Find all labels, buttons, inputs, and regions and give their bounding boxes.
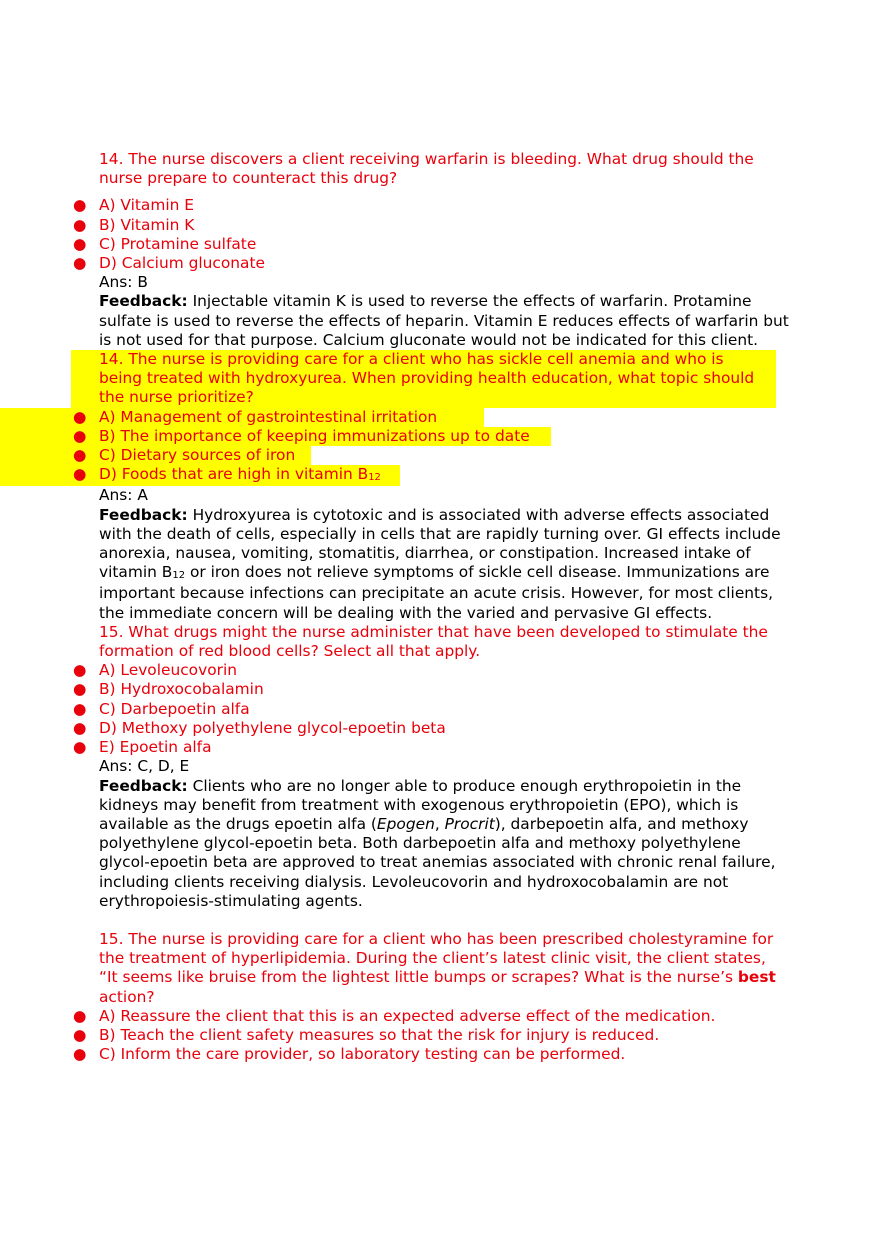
answer-option: ● A) Reassure the client that this is an expected adverse effect of the medication. [73,1006,716,1025]
answer-key: Ans: B [99,273,148,292]
answer-option: ● E) Epoetin alfa [73,738,212,757]
feedback: Feedback: Injectable vitamin K is used to reverse the effects of warfarin. Protamine sulfate is used to reverse the effects of heparin. Vitamin E reduces effects of warfarin but is not used for that purpose. Calcium gluconate would not be indicated for this client. [99,292,789,349]
bullet-icon: ● [73,1006,87,1025]
feedback-label: Feedback: [99,776,188,795]
bullet-icon: ● [73,1045,87,1064]
answer-option: ● C) Dietary sources of iron [0,446,311,465]
answer-option: ● C) Protamine sulfate [73,234,257,253]
question-stem: 15. What drugs might the nurse administer that have been developed to stimulate the formation of red blood cells? Select all that apply. [99,622,768,661]
question-stem: 15. The nurse is providing care for a client who has been prescribed cholestyramine for the treatment of hyperlipidemia. During the client’s latest clinic visit, the client states, “It seems like bruise from the lightest little bumps or scrapes? What is the nurse’s best action? [99,929,776,1006]
bullet-icon: ● [73,196,87,215]
bullet-icon: ● [73,738,87,757]
answer-option: ● A) Vitamin E [73,196,194,215]
bullet-icon: ● [73,718,87,737]
answer-option: ● A) Levoleucovorin [73,661,237,680]
bullet-icon: ● [73,254,87,273]
answer-option: ● C) Darbepoetin alfa [73,699,250,718]
answer-key: Ans: C, D, E [99,757,190,776]
feedback: Feedback: Hydroxyurea is cytotoxic and is associated with adverse effects associated with the death of cells, especially in cells that are rapidly turning over. GI effects include anorexia, nausea, vomiting, stomatitis, diarrhea, or constipation. Increased intake of vitamin B12 or iron does not relieve symptoms of sickle cell disease. Immunizations are important because infections can precipitate an acute crisis. However, for most clients, the immediate concern will be dealing with the varied and pervasive GI effects. [99,505,781,622]
answer-option: ● A) Management of gastrointestinal irritation [0,408,484,427]
question-stem: 14. The nurse discovers a client receiving warfarin is bleeding. What drug should the nurse prepare to counteract this drug? [99,150,754,188]
answer-option: ● D) Foods that are high in vitamin B12 [0,465,400,486]
document-page [0,150,880,1064]
subscript: 12 [368,472,381,484]
question-stem: 14. The nurse is providing care for a client who has sickle cell anemia and who is being treated with hydroxyurea. When providing health education, what topic should the nurse prioritize? [99,350,755,407]
bullet-icon: ● [73,661,87,680]
answer-option: ● B) The importance of keeping immunizations up to date [0,427,551,446]
bullet-icon: ● [73,680,87,699]
bullet-icon: ● [73,699,87,718]
answer-option: ● B) Hydroxocobalamin [73,680,264,699]
bullet-icon: ● [73,465,87,484]
answer-option: ● B) Teach the client safety measures so that the risk for injury is reduced. [73,1025,660,1044]
bullet-icon: ● [73,234,87,253]
answer-option: ● D) Calcium gluconate [73,254,265,273]
answer-option: ● C) Inform the care provider, so laboratory testing can be performed. [73,1045,626,1064]
bullet-icon: ● [73,446,87,465]
bullet-icon: ● [73,407,87,426]
bullet-icon: ● [73,1025,87,1044]
answer-option: ● B) Vitamin K [73,215,195,234]
feedback-label: Feedback: [99,292,188,311]
bullet-icon: ● [73,215,87,234]
feedback: Feedback: Clients who are no longer able to produce enough erythropoietin in the kidneys may benefit from treatment with exogenous erythropoietin (EPO), which is available as the drugs epoetin alfa (Epogen, Procrit), darbepoetin alfa, and methoxy polyethylene glycol-epoetin beta. Both darbepoetin alfa and methoxy polyethylene glycol-epoetin beta are approved to treat anemias associated with chronic renal failure, including clients receiving dialysis. Levoleucovorin and hydroxocobalamin are not erythropoiesis-stimulating agents. [99,776,776,910]
subscript: 12 [172,570,186,582]
highlighted-question [71,350,776,408]
feedback-label: Feedback: [99,505,188,524]
answer-key: Ans: A [99,486,148,505]
answer-option: ● D) Methoxy polyethylene glycol-epoetin beta [73,718,446,737]
bullet-icon: ● [73,426,87,445]
